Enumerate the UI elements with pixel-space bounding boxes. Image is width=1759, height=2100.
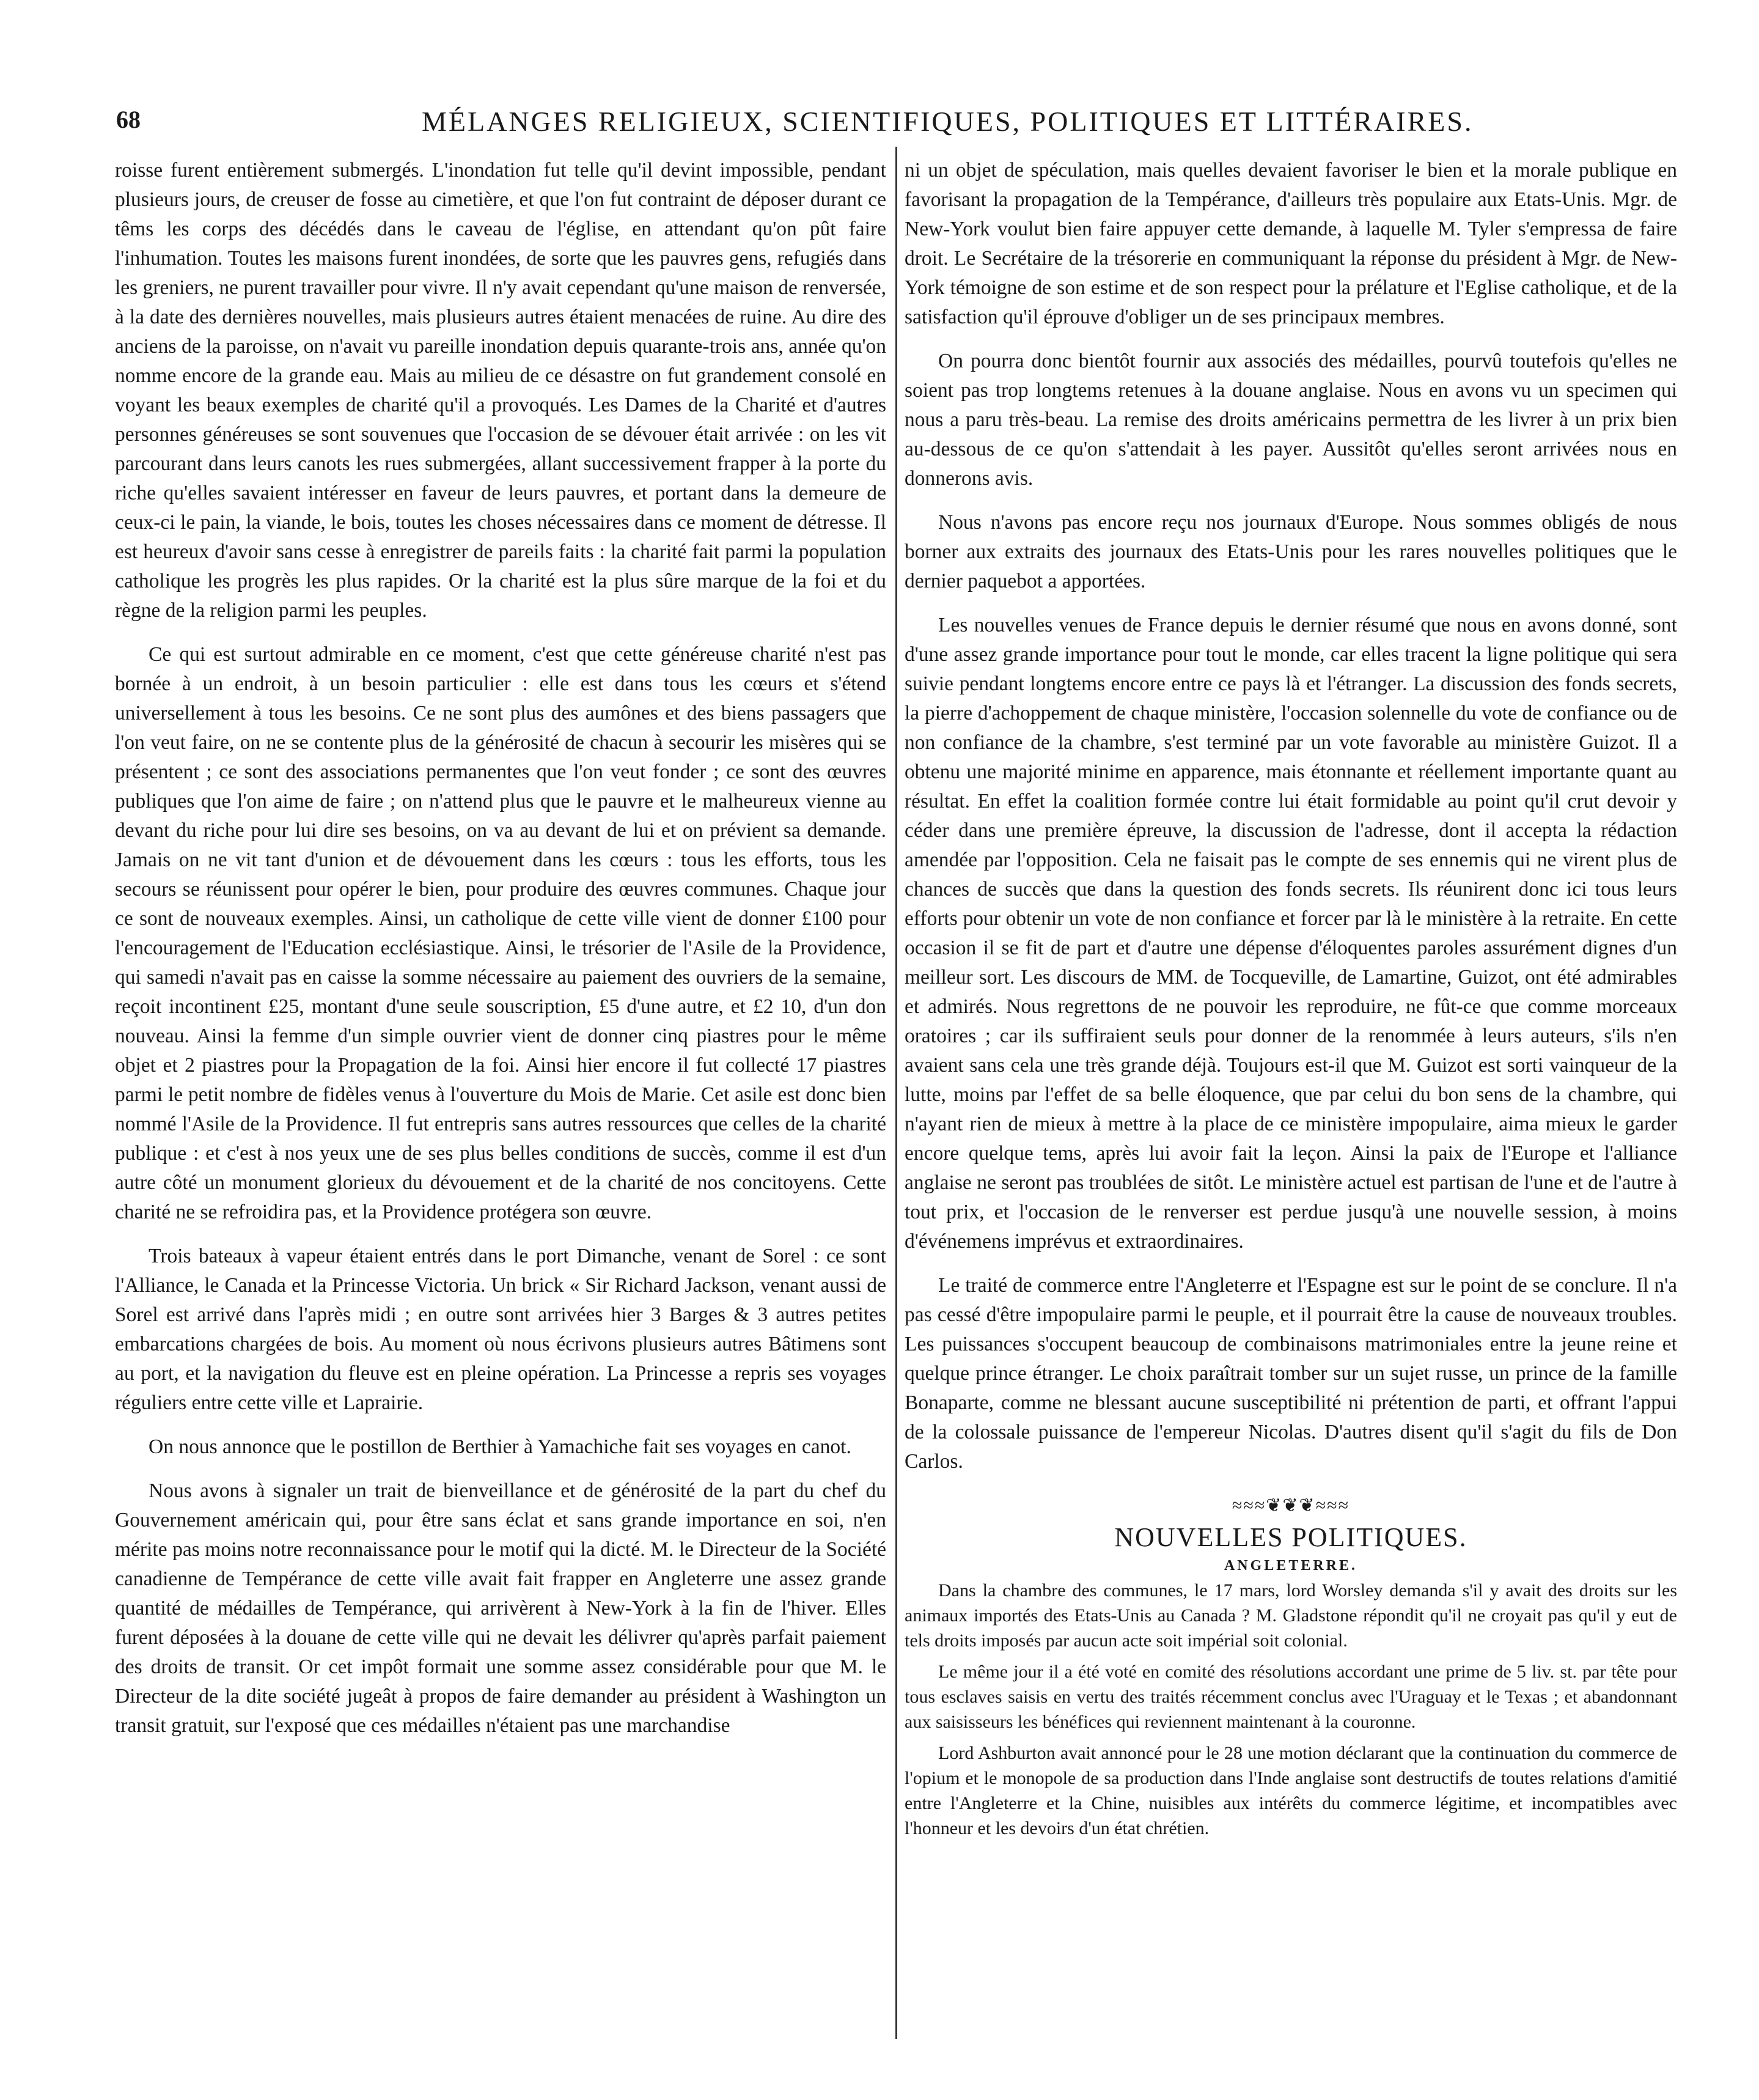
article-paragraph: Nous avons à signaler un trait de bienveillance et de générosité de la part du chef du Gouvernement américain qui, pour être sans éclat et sans grande importance en soi, n'en mérite pas moins notre reconnaissance pour le motif qui la dicté. M. le Directeur de la Société canadienne de Tempérance de cette ville avait fait frapper en Angleterre une assez grande quantité de médailles de Tempérance, qui arrivèrent à New-York à la fin de l'hiver. Elles furent déposées à la douane de cette ville qui ne devait les délivrer qu'après parfait paiement des droits de transit. Or cet impôt formait une somme assez considérable pour que M. le Directeur de la dite société jugeât à propos de faire demander au président à Washington un transit gratuit, sur l'exposé que ces médailles n'étaient pas une marchandise [115,1479,886,1737]
article-paragraph: On pourra donc bientôt fournir aux associés des médailles, pourvû toutefois qu'elles ne soient pas trop longtems retenues à la douane anglaise. Nous en avons vu un specimen qui nous a paru très-beau. La remise des droits américains permettra de les livrer à un prix bien au-dessous de ce qu'on s'attendait à les payer. Aussitôt qu'elles seront arrivées nous en donnerons avis. [905,350,1677,490]
article-paragraph: Trois bateaux à vapeur étaient entrés dans le port Dimanche, venant de Sorel : ce sont l'Alliance, le Canada et la Princesse Victoria. Un brick « Sir Richard Jackson, venant aussi de Sorel est arrivé dans l'après midi ; en outre sont arrivées hier 3 Barges & 3 autres petites embarcations chargées de bois. Au moment où nous écrivons plusieurs autres Bâtimens sont au port, et la navigation du fleuve est en pleine opération. La Princesse a repris ses voyages réguliers entre cette ville et Laprairie. [115,1245,886,1414]
article-paragraph: Les nouvelles venues de France depuis le dernier résumé que nous en avons donné, sont d'une assez grande importance pour tout le monde, car elles tracent la ligne politique qui sera suivie pendant longtems encore entre ce pays là et l'étranger. La discussion des fonds secrets, la pierre d'achoppement de chaque ministère, l'occasion solennelle du vote de confiance ou de non confiance de la chambre, s'est terminé par un vote favorable au ministère Guizot. Il a obtenu une majorité minime en apparence, mais étonnante et réellement importante quant au résultat. En effet la coalition formée contre lui était formidable au point qu'il crut devoir y céder dans une première épreuve, la discussion de l'adresse, dont il accepta la rédaction amendée par l'opposition. Cela ne faisait pas le compte de ses ennemis qui ne virent plus de chances de succès que dans la question des fonds secrets. Ils réunirent donc ici tous leurs efforts pour obtenir un vote de non confiance et forcer par là le ministère à la retraite. En cette occasion il se fit de part et d'autre une dépense d'éloquentes paroles assurément dignes d'un meilleur sort. Les discours de MM. de Tocqueville, de Lamartine, Guizot, ont été admirables et admirés. Nous regrettons de ne pouvoir les reproduire, ne fût-ce que comme morceaux oratoires ; car ils suffiraient seuls pour donner de la renommée à leurs auteurs, s'ils n'en avaient sans cela une très grande déjà. Toujours est-il que M. Guizot est sorti vainqueur de la lutte, moins par l'effet de sa belle éloquence, que par celui du bon sens de la chambre, qui n'ayant rien de mieux à mettre à la place de ce ministère impopulaire, aima mieux le garder encore quelque tems, après lui avoir fait la leçon. Ainsi la paix de l'Europe et l'alliance anglaise ne seront pas troublées de sitôt. Le ministère actuel est partisan de l'une et de l'autre à tout prix, et l'occasion de le renverser est perdue jusqu'à une nouvelle session, à moins d'événemens imprévus et extraordinaires. [905,614,1677,1253]
right-column [905,156,1677,1847]
article-paragraph: Nous n'avons pas encore reçu nos journaux d'Europe. Nous sommes obligés de nous borner aux extraits des journaux des Etats-Unis pour les rares nouvelles politiques que le dernier paquebot a apportées. [905,511,1677,592]
article-paragraph: roisse furent entièrement submergés. L'inondation fut telle qu'il devint impossible, pendant plusieurs jours, de creuser de fosse au cimetière, et que l'on fut contraint de déposer durant ce têms les corps des décédés dans le caveau de l'église, en attendant qu'on pût faire l'inhumation. Toutes les maisons furent inondées, de sorte que les pauvres gens, refugiés dans les greniers, ne purent travailler pour vivre. Il n'y avait cependant qu'une maison de renversée, à la date des dernières nouvelles, mais plusieurs autres étaient menacées de ruine. Au dire des anciens de la paroisse, on n'avait vu pareille inondation depuis quarante-trois ans, année qu'on nomme encore de la grande eau. Mais au milieu de ce désastre on fut grandement consolé en voyant les beaux exemples de charité qu'il a provoqués. Les Dames de la Charité et d'autres personnes généreuses se sont souvenues que l'occasion de se dévouer était arrivée : on les vit parcourant dans leurs canots les rues submergées, allant successivement frapper à la porte du riche qu'elles savaient intéresser en faveur de leurs pauvres, et portant dans la demeure de ceux-ci le pain, la viande, le bois, toutes les choses nécessaires dans ce moment de détresse. Il est heureux d'avoir sans cesse à enregistrer de pareils faits : la charité fait parmi la population catholique les progrès les plus rapides. Or la charité est la plus sûre marque de la foi et du règne de la religion parmi les peuples. [115,159,886,622]
section-subtitle: ANGLETERRE. [1224,1558,1358,1574]
page-number: 68 [116,106,141,133]
article-paragraph: Le traité de commerce entre l'Angleterre et l'Espagne est sur le point de se conclure. Il n'a pas cessé d'être impopulaire parmi le peuple, et il pourrait être la cause de nouveaux troubles. Les puissances s'occupent beaucoup de combinaisons matrimoniales entre la jeune reine et quelque prince étranger. Le choix paraîtrait tomber sur un sujet russe, un prince de la famille Bonaparte, comme ne blessant aucune susceptibilité ni prétention de parti, et offrant l'appui de la colossale puissance de l'empereur Nicolas. D'autres disent qu'il s'agit du fils de Don Carlos. [905,1274,1677,1473]
article-paragraph: Ce qui est surtout admirable en ce moment, c'est que cette généreuse charité n'est pas bornée à un endroit, à un besoin particulier : elle est dans tous les cœurs et s'étend universellement à tous les besoins. Ce ne sont plus des aumônes et des biens passagers que l'on veut faire, on ne se contente plus de la générosité de chacun à secourir les misères qui se présentent ; ce sont des associations permanentes que l'on veut fonder ; ce sont des œuvres publiques que l'on aime de faire ; on n'attend plus que le pauvre et le malheureux vienne au devant du riche pour lui dire ses besoins, on va au devant de lui et on prévient sa demande. Jamais on ne vit tant d'union et de dévouement dans les cœurs : tous les efforts, tous les secours se réunissent pour opérer le bien, pour produire des œuvres communes. Chaque jour ce sont de nouveaux exemples. Ainsi, un catholique de cette ville vient de donner £100 pour l'encouragement de l'Education ecclésiastique. Ainsi, le trésorier de l'Asile de la Providence, qui samedi n'avait pas en caisse la somme nécessaire au paiement des ouvriers de la semaine, reçoit incontinent £25, montant d'une seule souscription, £5 d'une autre, et £2 10, d'un don nouveau. Ainsi la femme d'un simple ouvrier vient de donner cinq piastres pour le même objet et 2 piastres pour la Propagation de la foi. Ainsi hier encore il fut collecté 17 piastres parmi le petit nombre de fidèles venus à l'ouverture du Mois de Marie. Cet asile est donc bien nommé l'Asile de la Providence. Il fut entrepris sans autres ressources que celles de la charité publique : et c'est à nos yeux une de ses plus belles conditions de succès, comme il est d'un autre côté un monument glorieux du dévouement et de la charité de nos concitoyens. Cette charité ne se refroidira pas, et la Providence protégera son œuvre. [115,643,886,1223]
page-header [116,105,1669,142]
article-paragraph: ni un objet de spéculation, mais quelles devaient favoriser le bien et la morale publique en favorisant la propagation de la Tempérance, d'ailleurs très populaire aux Etats-Unis. Mgr. de New-York voulut bien faire appuyer cette demande, à laquelle M. Tyler s'empressa de faire droit. Le Secrétaire de la trésorerie en communiquant la réponse du président à Mgr. de New-York témoigne de son estime et de son respect pour la prélature et l'Eglise catholique, et de la satisfaction qu'il éprouve d'obliger un de ses principaux membres. [905,159,1677,328]
section-title: NOUVELLES POLITIQUES. [1114,1522,1467,1552]
left-column [115,156,886,1755]
news-paragraph: Le même jour il a été voté en comité des résolutions accordant une prime de 5 liv. st. par tête pour tous esclaves saisis en vertu des traités récemment conclus avec l'Uraguay et le Texas ; et abandonnant aux saisisseurs les bénéfices qui reviennent maintenant à la couronne. [905,1662,1677,1732]
column-divider [895,147,897,2039]
article-paragraph: On nous annonce que le postillon de Berthier à Yamachiche fait ses voyages en canot. [149,1435,851,1458]
ornament-divider: ≈≈≈❦❦❦≈≈≈ [1232,1495,1350,1516]
running-title: MÉLANGES RELIGIEUX, SCIENTIFIQUES, POLITIQUES ET LITTÉRAIRES. [422,106,1474,137]
news-paragraph: Lord Ashburton avait annoncé pour le 28 une motion déclarant que la continuation du commerce de l'opium et le monopole de sa production dans l'Inde anglaise sont destructifs de toutes relations d'amitié entre l'Angleterre et la Chine, nuisibles aux intérêts du commerce légitime, et incompatibles avec l'honneur et les devoirs d'un état chrétien. [905,1743,1677,1838]
news-paragraph: Dans la chambre des communes, le 17 mars, lord Worsley demanda s'il y avait des droits sur les animaux importés des Etats-Unis au Canada ? M. Gladstone répondit qu'il ne croyait pas qu'il y eut de tels droits imposés par aucun acte soit impérial soit colonial. [905,1580,1677,1651]
